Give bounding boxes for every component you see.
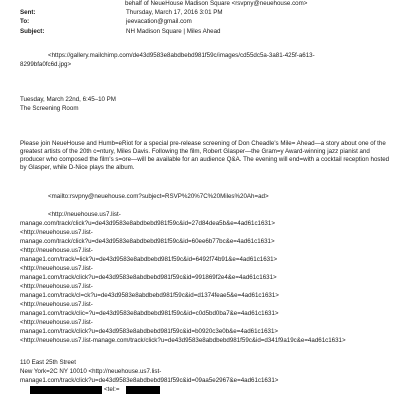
image-link-line-1[interactable]: <https://gallery.mailchimp.com/de43d9583e8abdbebd981f59c/images/cd55dc5a-3a81-425f-a613- [48, 52, 315, 59]
link-line[interactable]: manage1.com/track/click?u=de43d9583e8abdbebd981f59c&id=b0920c3e0b&e=4ad61c1631> [20, 328, 279, 335]
link-line[interactable]: manage.com/track/click?u=de43d9583e8abdbebd981f59c&id=60ee6b77bc&e=4ad61c1631> [20, 238, 275, 245]
to-label: To: [20, 18, 30, 25]
link-line[interactable]: manage1.com/track/=lick?u=de43d9583e8abdbebd981f59c&id=6492f74b91&e=4ad61c1631> [20, 256, 278, 263]
link-line[interactable]: <http://neuehouse.us7.list- [20, 301, 93, 308]
subject-value: NH Madison Square | Miles Ahead [126, 28, 221, 35]
sent-row [20, 9, 223, 17]
link-line[interactable]: <http://neuehouse.us7.list- [20, 265, 93, 272]
link-line[interactable]: manage1.com/track/click?u=de43d9583e8abdbebd981f59c&id=991869f2e4&e=4ad61c1631> [20, 274, 277, 281]
link-line[interactable]: <http://neuehouse.us7.list- [20, 229, 93, 236]
subject-row [20, 28, 220, 36]
redaction-bar [126, 386, 160, 394]
link-line[interactable]: <http://neuehouse.us7.list- [20, 247, 93, 254]
link-line[interactable]: <http://neuehouse.us7.list- [20, 319, 93, 326]
address-map-link[interactable]: manage1.com/track/click?u=de43d9583e8abdbebd981f59c&id=09aa5e2967&e=4ad61c1631> [20, 377, 279, 384]
event-venue: The Screening Room [20, 105, 79, 112]
from-line: behalf of NeueHouse Madison Square <rsvpny@neuehouse.com> [125, 0, 308, 7]
sent-value: Thursday, March 17, 2016 3:01 PM [126, 9, 223, 16]
subject-label: Subject: [20, 28, 45, 35]
link-line[interactable]: manage.com/track/click?u=de43d9583e8abdbebd981f59c&id=27d84dea5b&e=4ad61c1631> [20, 220, 275, 227]
link-line[interactable]: <http://neuehouse.us7.list- [20, 283, 93, 290]
link-line[interactable]: manage1.com/track/clic=?u=de43d9583e8abdbebd981f59c&id=c0d5bd0ba7&e=4ad61c1631> [20, 310, 279, 317]
event-date: Tuesday, March 22nd, 6:45–10 PM [20, 96, 116, 103]
link-line[interactable]: <http://neuehouse.us7.list- [48, 211, 121, 218]
to-row [20, 18, 192, 26]
link-line[interactable]: <http://neuehouse.us7.list-manage.com/track/click?u=de43d9583e8abdbebd981f59c&id=d341f9a19c&e=4ad61c1631> [20, 337, 346, 344]
tel-link[interactable]: <tel:= [104, 386, 120, 393]
address-city-link[interactable]: New York=2C NY 10010 <http://neuehouse.us7.list- [20, 368, 162, 375]
redaction-bar [30, 386, 102, 394]
rsvp-mailto-link[interactable]: <mailto:rsvpny@neuehouse.com?subject=RSVP%20%7C%20Miles%20Ah=ad> [48, 193, 269, 200]
address-street: 110 East 25th Street [20, 359, 76, 366]
to-value: jeevacation@gmail.com [126, 18, 192, 25]
link-line[interactable]: manage1.com/track/cl=ck?u=de43d9583e8abdbebd981f59c&id=d1374feae5&e=4ad61c1631> [20, 292, 279, 299]
event-description: Please join NeueHouse and Humb=eRiot for a special pre-release screening of Don Cheadle's Mile= Ahead—a story about one of the greatest artists of the 20th c=ntury, Miles Davis. Following the film, Robert Glasper—the Gram=y Award-winning jazz pianist and producer who composed the film's s=ore—will be available for an audience Q&A. The evening will end=with a cocktail reception hosted by Glasper, while D-Nice plays the album. [20, 140, 390, 171]
sent-label: Sent: [20, 9, 36, 16]
image-link-line-2[interactable]: 8299bfa0fc6d.jpg> [20, 61, 72, 68]
